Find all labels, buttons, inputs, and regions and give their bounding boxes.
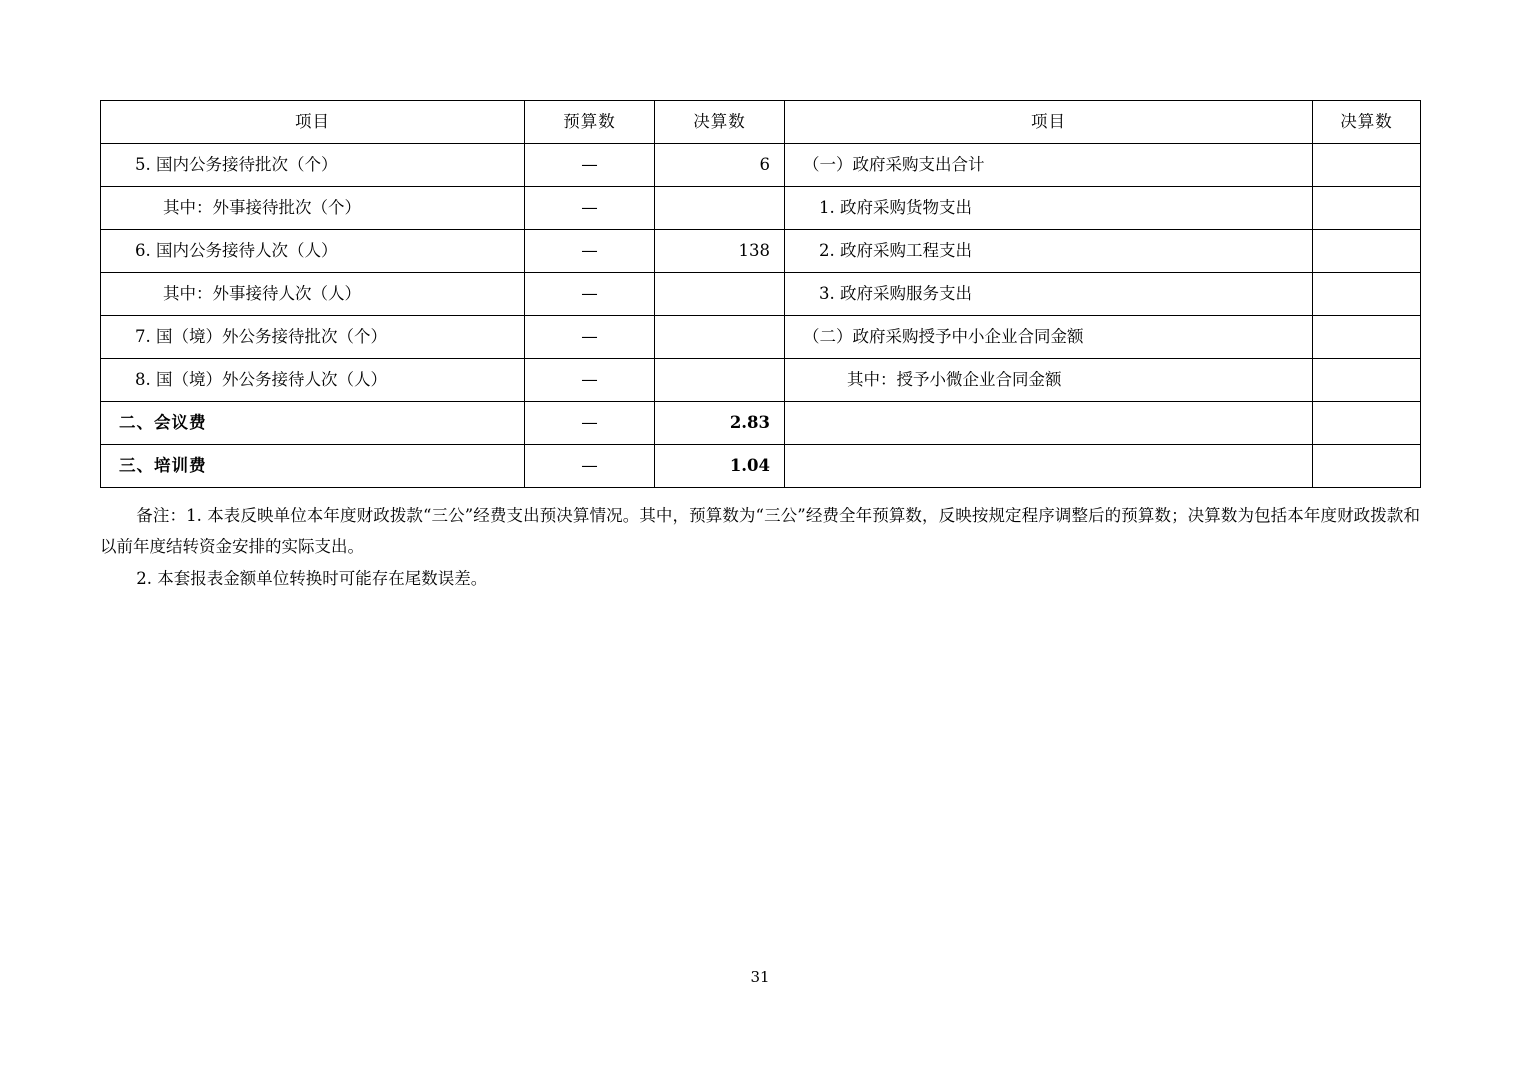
header-final-amount-right: 决算数 bbox=[1313, 101, 1421, 144]
budget-table-container bbox=[100, 100, 1420, 488]
row-label-right: 其中：授予小微企业合同金额 bbox=[847, 370, 1062, 390]
row-final-value-left: 2.83 bbox=[729, 413, 770, 433]
row-label-left: 6. 国内公务接待人次（人） bbox=[135, 241, 338, 261]
row-budget-value: — bbox=[581, 456, 598, 476]
table-row bbox=[101, 445, 1421, 488]
table-row bbox=[101, 144, 1421, 187]
note-line-1: 备注：1. 本表反映单位本年度财政拨款“三公”经费支出预决算情况。其中，预算数为“三公”经费全年预算数，反映按规定程序调整后的预算数；决算数为包括本年度财政拨款和以前年度结转资金安排的实际支出。 bbox=[100, 506, 1420, 557]
table-row bbox=[101, 187, 1421, 230]
row-budget-value: — bbox=[581, 327, 598, 347]
row-budget-value: — bbox=[581, 241, 598, 261]
row-budget-value: — bbox=[581, 198, 598, 218]
header-final-amount-left: 决算数 bbox=[655, 101, 785, 144]
three-public-expenses-table bbox=[100, 100, 1421, 488]
table-body bbox=[101, 144, 1421, 488]
row-label-right: （一）政府采购支出合计 bbox=[803, 155, 985, 175]
row-budget-value: — bbox=[581, 370, 598, 390]
row-label-right: 3. 政府采购服务支出 bbox=[819, 284, 972, 304]
row-final-value-left: 6 bbox=[759, 155, 770, 175]
table-row bbox=[101, 230, 1421, 273]
row-label-left: 三、培训费 bbox=[119, 456, 207, 476]
table-row bbox=[101, 273, 1421, 316]
row-final-value-left: 1.04 bbox=[729, 456, 770, 476]
row-budget-value: — bbox=[581, 284, 598, 304]
row-budget-value: — bbox=[581, 413, 598, 433]
table-row bbox=[101, 316, 1421, 359]
row-label-right: 2. 政府采购工程支出 bbox=[819, 241, 972, 261]
row-label-left: 7. 国（境）外公务接待批次（个） bbox=[135, 327, 387, 347]
table-row bbox=[101, 402, 1421, 445]
note-line-2: 2. 本套报表金额单位转换时可能存在尾数误差。 bbox=[136, 568, 488, 588]
page-number: 31 bbox=[750, 968, 770, 986]
row-budget-value: — bbox=[581, 155, 598, 175]
table-notes bbox=[100, 500, 1420, 594]
row-label-left: 5. 国内公务接待批次（个） bbox=[135, 155, 338, 175]
row-final-value-left: 138 bbox=[738, 241, 770, 261]
row-label-left: 其中：外事接待批次（个） bbox=[163, 198, 361, 218]
row-label-left: 8. 国（境）外公务接待人次（人） bbox=[135, 370, 387, 390]
row-label-right: 1. 政府采购货物支出 bbox=[819, 198, 972, 218]
table-header-row bbox=[101, 101, 1421, 144]
table-row bbox=[101, 359, 1421, 402]
header-budget-amount: 预算数 bbox=[525, 101, 655, 144]
row-label-left: 二、会议费 bbox=[119, 413, 207, 433]
header-item-right: 项目 bbox=[785, 101, 1313, 144]
row-label-left: 其中：外事接待人次（人） bbox=[163, 284, 361, 304]
row-label-right: （二）政府采购授予中小企业合同金额 bbox=[803, 327, 1084, 347]
table-header bbox=[101, 101, 1421, 144]
header-item-left: 项目 bbox=[101, 101, 525, 144]
